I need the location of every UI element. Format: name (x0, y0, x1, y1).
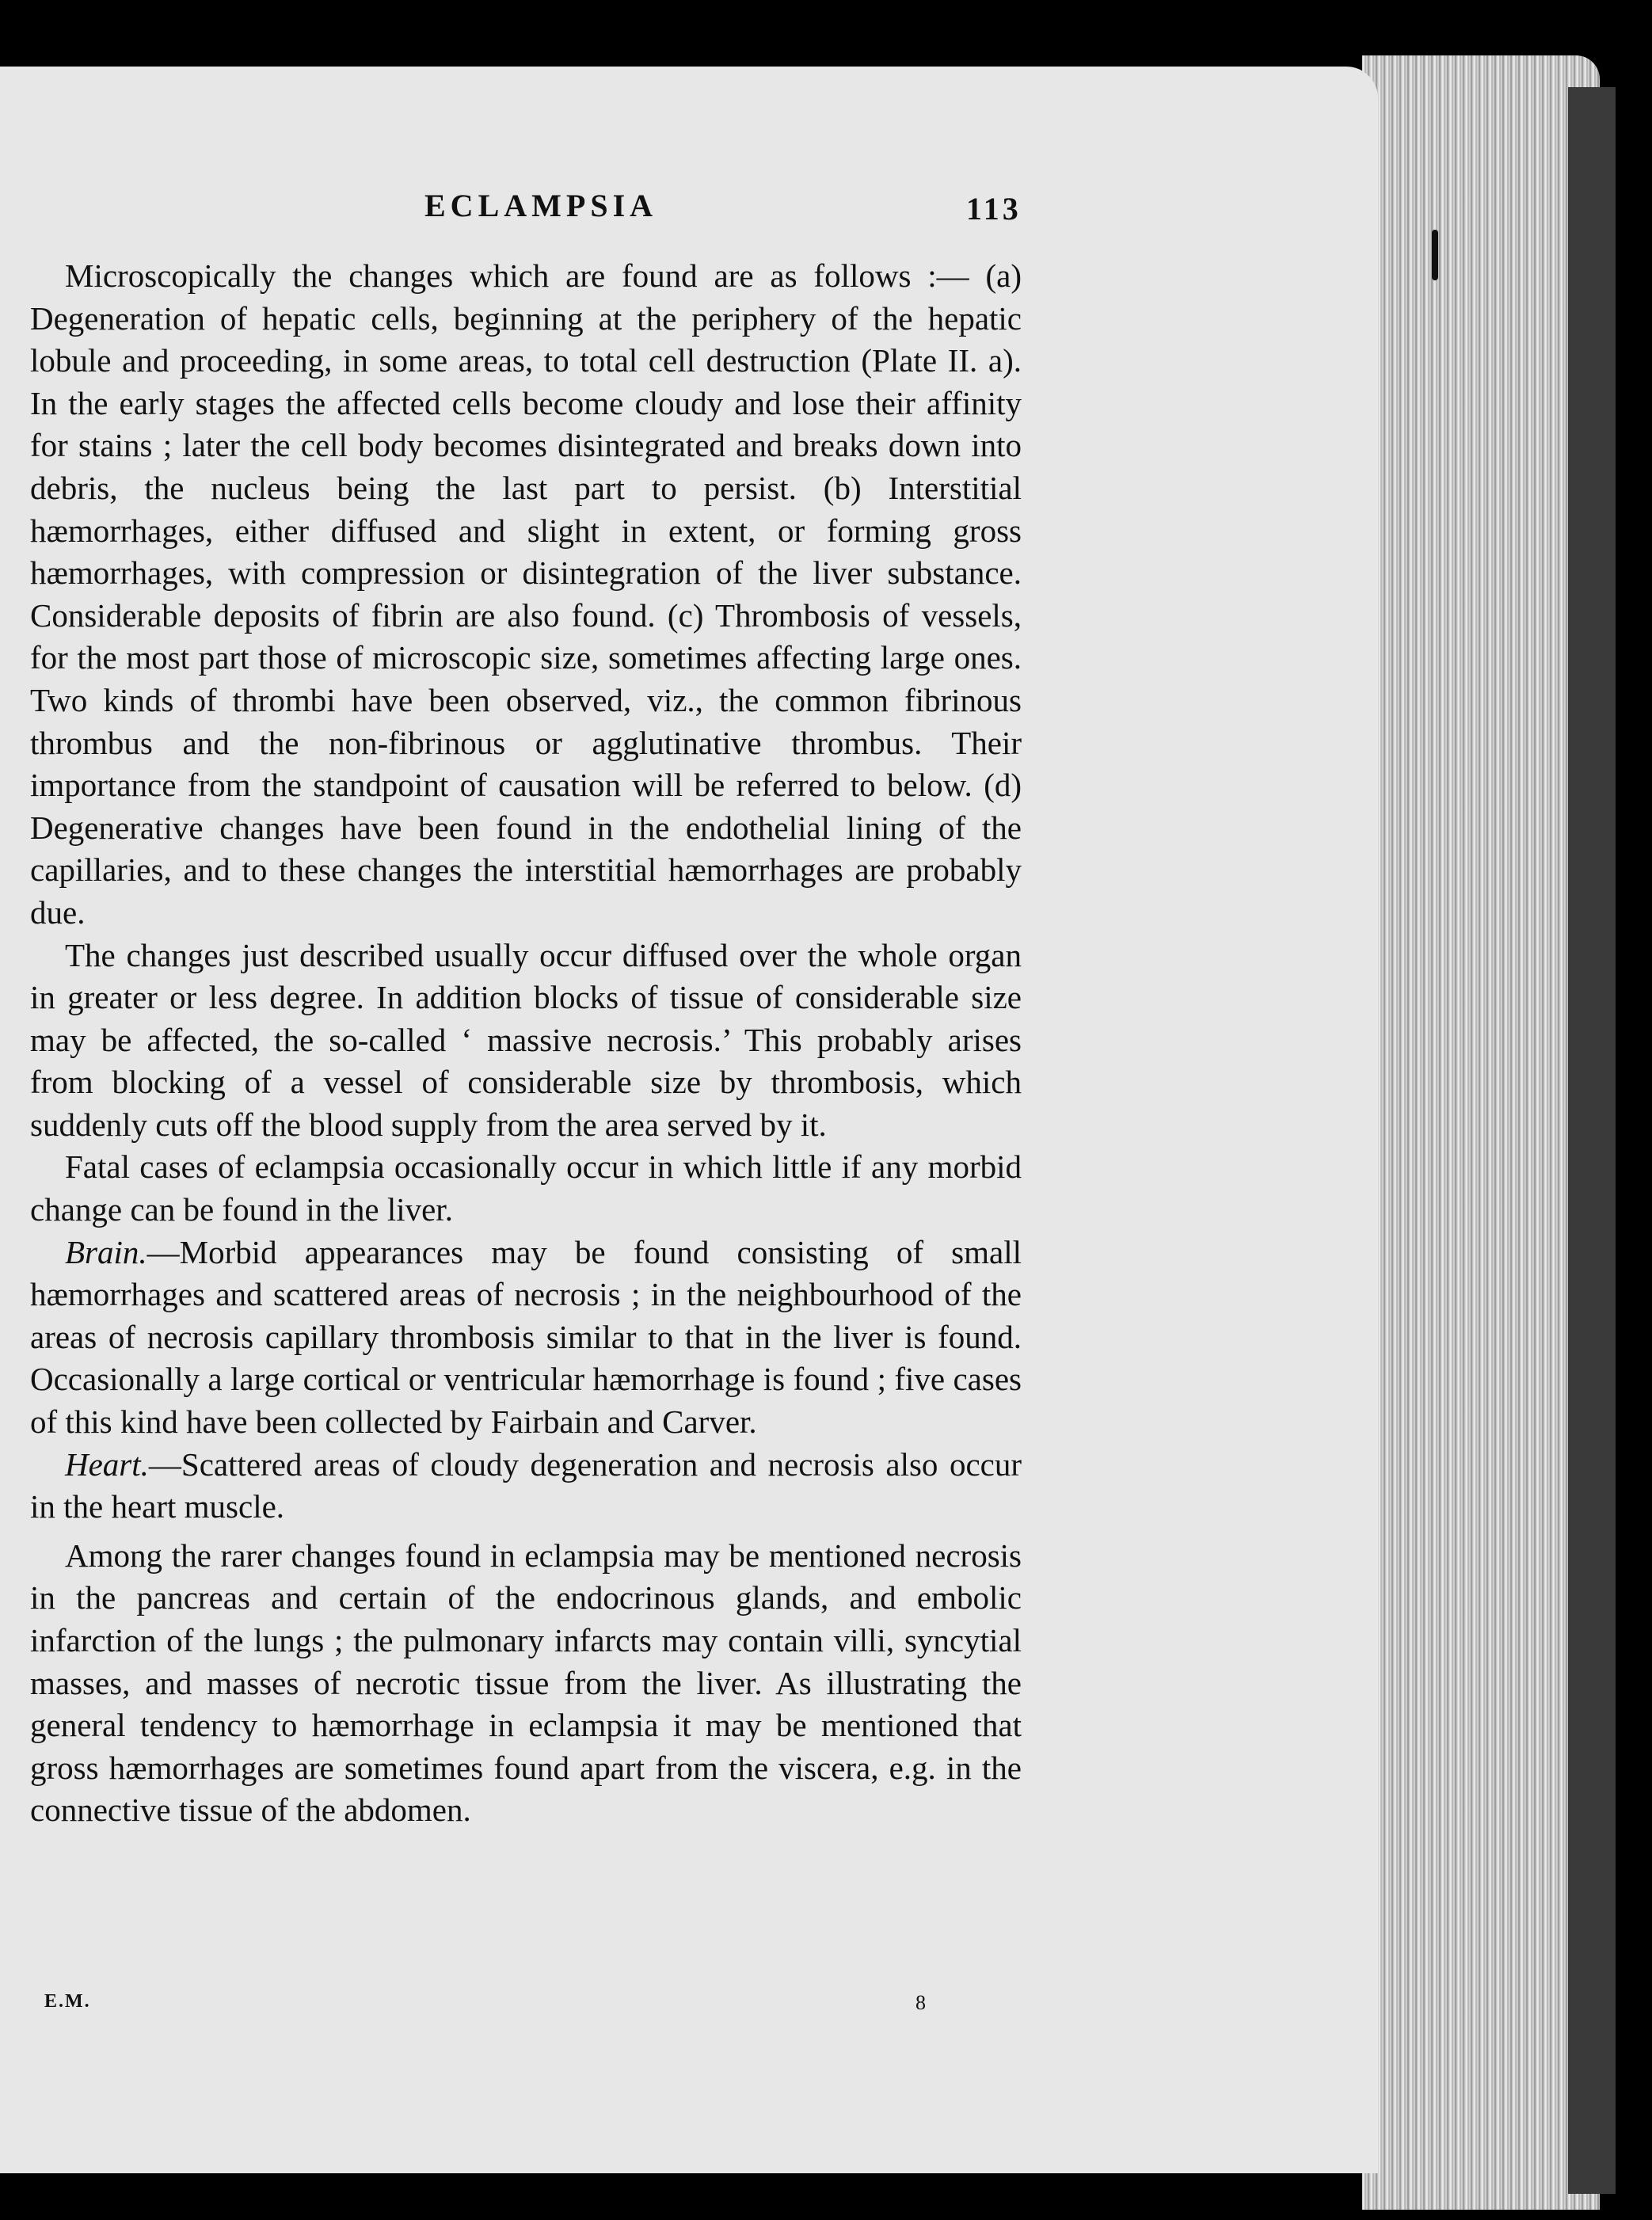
page-number: 113 (966, 191, 1022, 227)
body-text (30, 255, 1022, 1832)
gathering-number: 8 (915, 1991, 926, 2014)
paragraph-fatal-cases (30, 1146, 1022, 1231)
book-edge-shadow (1568, 87, 1616, 2194)
paragraph-microscopic-changes (30, 255, 1022, 935)
page-edge-mark (1432, 230, 1438, 280)
book-page-edges (1362, 55, 1600, 2210)
paragraph-text: —Morbid appearances may be found consisting of small hæmorrhages and scattered areas of necrosis ; in the neighbourhood of the areas of necrosis capillary thrombosis similar to that in the liver is found. Occasionally a large cortical or ventricular hæmorrhage is found ; five cases of this kind have been collected by Fairbain and Carver. (30, 1233, 1022, 1441)
paragraph-diffused-changes (30, 935, 1022, 1147)
paragraph-text: Microscopically the changes which are found are as follows :— (a) Degeneration of hepatic cells, beginning at the periphery of the hepatic lobule and proceeding, in some areas, to total cell destruction (Plate II. a). In the early stages the affected cells become cloudy and lose their affinity for stains ; later the cell body becomes disintegrated and breaks down into debris, the nucleus being the last part to persist. (b) Interstitial hæmorrhages, either diffused and slight in extent, or forming gross hæmorrhages, with compression or disintegration of the liver substance. Considerable deposits of fibrin are also found. (c) Thrombosis of vessels, for the most part those of microscopic size, sometimes affecting large ones. Two kinds of thrombi have been observed, viz., the common fibrinous thrombus and the non-fibrinous or agglutinative thrombus. Their importance from the standpoint of causation will be referred to below. (d) Degenerative changes have been found in the endothelial lining of the capillaries, and to these changes the interstitial hæmorrhages are probably due. (30, 257, 1022, 931)
section-heading-brain: Brain. (65, 1233, 147, 1270)
running-title: ECLAMPSIA (424, 188, 658, 223)
paragraph-heart (30, 1444, 1022, 1529)
signature-mark: E.M. (44, 1991, 91, 2012)
running-head (0, 187, 1378, 234)
paragraph-text: Fatal cases of eclampsia occasionally occur in which little if any morbid change can be found in the liver. (30, 1148, 1022, 1228)
paragraph-rarer-changes (30, 1535, 1022, 1832)
paragraph-text: The changes just described usually occur diffused over the whole organ in greater or less degree. In addition blocks of tissue of considerable size may be affected, the so-called ‘ massive necrosis.’ This probably arises from blocking of a vessel of considerable size by thrombosis, which suddenly cuts off the blood supply from the area served by it. (30, 936, 1022, 1143)
section-heading-heart: Heart. (65, 1445, 149, 1483)
paragraph-brain (30, 1232, 1022, 1444)
paragraph-text: Among the rarer changes found in eclampsia may be mentioned necrosis in the pancreas and certain of the endocrinous glands, and embolic infarction of the lungs ; the pulmonary infarcts may contain villi, syncytial masses, and masses of necrotic tissue from the liver. As illustrating the general tendency to hæmorrhage in eclampsia it may be mentioned that gross hæmorrhages are sometimes found apart from the viscera, e.g. in the connective tissue of the abdomen. (30, 1536, 1022, 1829)
paragraph-text: —Scattered areas of cloudy degeneration and necrosis also occur in the heart muscle. (30, 1445, 1022, 1525)
